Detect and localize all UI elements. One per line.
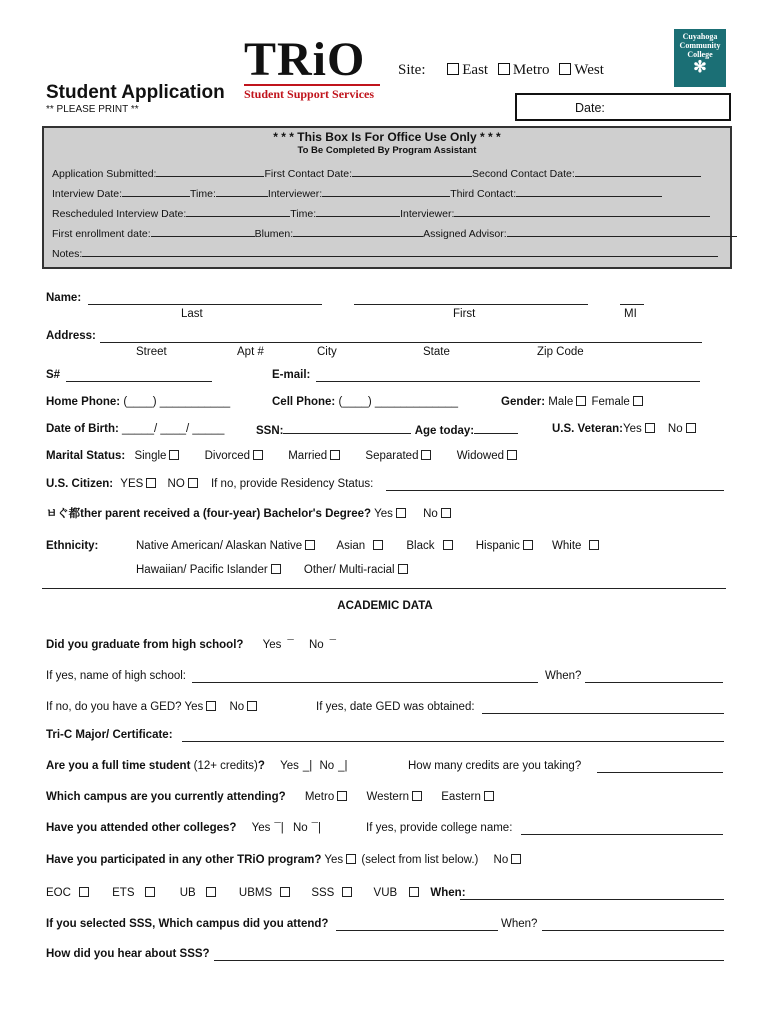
trio-logo-sub: Student Support Services <box>244 87 375 101</box>
parent-no-label: No <box>423 508 438 520</box>
program-ets-checkbox[interactable] <box>145 887 155 897</box>
site-west-label: West <box>574 62 604 78</box>
cell-phone-field[interactable]: (____) _____________ <box>338 396 459 408</box>
email-label: E-mail: <box>272 369 311 381</box>
college-logo-line1: Cuyahoga <box>682 32 718 41</box>
date-box[interactable] <box>515 93 731 121</box>
ethnicity-other-label: Other/ Multi-racial <box>303 564 395 576</box>
campus-metro-checkbox[interactable] <box>337 791 347 801</box>
ethnicity-black-label: Black <box>406 540 435 552</box>
name-mi-field[interactable] <box>620 304 644 305</box>
site-west-checkbox[interactable] <box>559 63 571 75</box>
program-ub-checkbox[interactable] <box>206 887 216 897</box>
marital-single-label: Single <box>134 450 167 462</box>
program-vub-label: VUB <box>373 887 398 899</box>
trio-question: Have you participated in any other TRiO program? <box>46 854 322 866</box>
ethnicity-row-2 <box>136 564 410 576</box>
program-ubms-checkbox[interactable] <box>280 887 290 897</box>
print-note: ** PLEASE PRINT ** <box>46 104 139 115</box>
program-ets-label: ETS <box>112 887 135 899</box>
section-divider <box>42 588 726 589</box>
other-colleges-row <box>46 822 321 834</box>
parent-degree-row <box>46 505 453 521</box>
veteran-yes-label: Yes <box>622 423 642 435</box>
site-metro-checkbox[interactable] <box>498 63 510 75</box>
ethnicity-hispanic-label: Hispanic <box>475 540 520 552</box>
sss-campus-field[interactable] <box>336 930 498 931</box>
site-metro-label: Metro <box>512 62 550 78</box>
gender-label: Gender: <box>501 396 546 408</box>
age-field[interactable] <box>474 423 518 434</box>
marital-label: Marital Status: <box>46 450 126 462</box>
rescheduled-interview-field[interactable] <box>186 206 290 217</box>
ethnicity-label: Ethnicity: <box>46 540 99 552</box>
hs-question: Did you graduate from high school? <box>46 639 244 651</box>
hs-when-field[interactable] <box>585 682 723 683</box>
site-label: Site: <box>398 62 426 78</box>
trio-note: (select from list below.) <box>361 854 479 866</box>
trio-logo-text: TRiO <box>244 33 366 86</box>
ssn-row <box>256 423 518 437</box>
parent-yes-label: Yes <box>374 508 393 520</box>
email-field[interactable] <box>316 381 700 382</box>
campus-western-label: Western <box>366 791 410 803</box>
marital-divorced-checkbox[interactable] <box>253 450 263 460</box>
third-contact-label: Third Contact: <box>450 188 517 200</box>
fulltime-question: Are you a full time student <box>46 760 191 772</box>
credits-field[interactable] <box>597 772 723 773</box>
other-colleges-yes-label: Yes <box>251 822 271 834</box>
marital-married-checkbox[interactable] <box>330 450 340 460</box>
programs-when-field[interactable] <box>460 899 724 900</box>
address-street-caption: Street <box>136 346 167 358</box>
notes-field[interactable] <box>82 246 718 257</box>
trio-yes-label: Yes <box>324 854 344 866</box>
fulltime-no-label: No <box>319 760 335 772</box>
marital-single-checkbox[interactable] <box>169 450 179 460</box>
other-colleges-yes-checkbox[interactable]: ¯| <box>274 822 284 834</box>
college-logo <box>674 29 726 87</box>
hs-name-field[interactable] <box>192 682 538 683</box>
blumen-field[interactable] <box>293 226 423 237</box>
ged-date-label: If yes, date GED was obtained: <box>316 701 475 713</box>
rescheduled-interview-label: Rescheduled Interview Date: <box>52 208 187 220</box>
program-eoc-label: EOC <box>46 887 71 899</box>
site-east-checkbox[interactable] <box>447 63 459 75</box>
age-label: Age today: <box>414 425 475 437</box>
first-enrollment-field[interactable] <box>151 226 255 237</box>
residency-field[interactable] <box>386 490 724 491</box>
interviewer-field[interactable] <box>322 186 450 197</box>
ged-question: If no, do you have a GED? <box>46 701 182 713</box>
parent-degree-label: ther parent received a (four-year) Bachelor's Degree? <box>80 508 372 520</box>
interview-time-label: Time: <box>190 188 216 200</box>
dob-field[interactable]: _____/ ____/ _____ <box>122 423 225 435</box>
name-mi-caption: MI <box>624 308 637 320</box>
marital-widowed-label: Widowed <box>456 450 504 462</box>
ethnicity-hawaiian-label: Hawaiian/ Pacific Islander <box>136 564 268 576</box>
fulltime-no-checkbox[interactable]: _| <box>338 760 348 772</box>
trio-no-checkbox[interactable] <box>511 854 521 864</box>
interview-time-field[interactable] <box>216 186 268 197</box>
parent-yes-checkbox[interactable] <box>396 508 406 518</box>
office-use-box <box>42 126 732 269</box>
college-name-field[interactable] <box>521 834 723 835</box>
program-sss-checkbox[interactable] <box>342 887 352 897</box>
programs-row <box>46 887 466 899</box>
college-logo-line2: Community <box>679 41 721 50</box>
date-label: Date: <box>575 101 605 115</box>
program-ubms-label: UBMS <box>238 887 273 899</box>
address-state-caption: State <box>423 346 450 358</box>
gender-female-checkbox[interactable] <box>633 396 643 406</box>
interviewer-label: Interviewer: <box>267 188 323 200</box>
address-label: Address: <box>46 330 96 342</box>
marital-widowed-checkbox[interactable] <box>507 450 517 460</box>
ethnicity-black-checkbox[interactable] <box>443 540 453 550</box>
ged-no-checkbox[interactable] <box>247 701 257 711</box>
fulltime-yes-label: Yes <box>280 760 299 772</box>
assigned-advisor-label: Assigned Advisor: <box>423 228 507 240</box>
veteran-row <box>552 423 698 435</box>
program-ub-label: UB <box>179 887 196 899</box>
citizen-row <box>46 478 373 490</box>
citizen-no-label: NO <box>167 478 185 490</box>
sss-row <box>46 918 328 930</box>
page-title: Student Application <box>46 82 225 103</box>
application-submitted-field[interactable] <box>156 166 264 177</box>
other-colleges-no-label: No <box>292 822 308 834</box>
ethnicity-asian-label: Asian <box>336 540 366 552</box>
major-label: Tri-C Major/ Certificate: <box>46 729 173 741</box>
interview-date-field[interactable] <box>122 186 190 197</box>
fulltime-note: (12+ credits) <box>193 760 258 772</box>
other-colleges-no-checkbox[interactable]: ¯| <box>311 822 321 834</box>
rescheduled-time-field[interactable] <box>316 206 400 217</box>
rescheduled-interviewer-field[interactable] <box>454 206 710 217</box>
trio-yes-checkbox[interactable] <box>346 854 356 864</box>
hs-when-label: When? <box>545 670 582 682</box>
major-field[interactable] <box>182 741 724 742</box>
ethnicity-hawaiian-checkbox[interactable] <box>271 564 281 574</box>
marital-married-label: Married <box>288 450 328 462</box>
home-phone-field[interactable]: (____) ___________ <box>123 396 231 408</box>
campus-metro-label: Metro <box>304 791 335 803</box>
college-name-label: If yes, provide college name: <box>366 822 513 834</box>
residency-label: If no, provide Residency Status: <box>210 478 374 490</box>
ethnicity-white-label: White <box>552 540 582 552</box>
ethnicity-other-checkbox[interactable] <box>398 564 408 574</box>
hs-yes-checkbox[interactable]: ¯ <box>287 639 294 651</box>
second-contact-label: Second Contact Date: <box>472 168 575 180</box>
program-vub-checkbox[interactable] <box>409 887 419 897</box>
veteran-label: U.S. Veteran: <box>552 423 623 435</box>
name-label: Name: <box>46 292 82 304</box>
programs-when-label: When: <box>430 887 466 899</box>
hs-row <box>46 639 336 651</box>
veteran-no-label: No <box>667 423 683 435</box>
ged-date-field[interactable] <box>482 713 724 714</box>
campus-western-checkbox[interactable] <box>412 791 422 801</box>
cell-phone-row <box>272 396 458 408</box>
second-contact-field[interactable] <box>575 166 701 177</box>
home-phone-label: Home Phone: <box>46 396 121 408</box>
application-submitted-label: Application Submitted: <box>52 168 157 180</box>
campus-question: Which campus are you currently attending? <box>46 791 286 803</box>
site-east-label: East <box>462 62 489 78</box>
ethnicity-native-checkbox[interactable] <box>305 540 315 550</box>
name-last-caption: Last <box>181 308 203 320</box>
marital-separated-checkbox[interactable] <box>421 450 431 460</box>
marital-divorced-label: Divorced <box>204 450 251 462</box>
sss-when-field[interactable] <box>542 930 724 931</box>
ethnicity-white-checkbox[interactable] <box>589 540 599 550</box>
rescheduled-time-label: Time: <box>290 208 317 220</box>
sss-when-label: When? <box>501 918 538 930</box>
ged-yes-label: Yes <box>184 701 204 713</box>
address-zip-caption: Zip Code <box>537 346 584 358</box>
citizen-label: U.S. Citizen: <box>46 478 114 490</box>
ethnicity-asian-checkbox[interactable] <box>373 540 383 550</box>
notes-label: Notes: <box>52 248 83 260</box>
assigned-advisor-field[interactable] <box>507 226 737 237</box>
fulltime-yes-checkbox[interactable]: _| <box>302 760 313 772</box>
name-first-field[interactable] <box>354 304 588 305</box>
other-colleges-question: Have you attended other colleges? <box>46 822 237 834</box>
hear-row <box>46 948 210 960</box>
first-contact-label: First Contact Date: <box>264 168 353 180</box>
address-apt-caption: Apt # <box>237 346 264 358</box>
office-box-subtitle: To Be Completed By Program Assistant <box>297 145 477 156</box>
first-contact-field[interactable] <box>352 166 472 177</box>
parent-degree-prefix: ㅂぐ都 <box>46 508 81 520</box>
gender-male-checkbox[interactable] <box>576 396 586 406</box>
hs-no-checkbox[interactable]: ¯ <box>329 639 337 651</box>
fulltime-row: Are you a full time student (12+ credits)? Yes _| No _| <box>46 760 348 772</box>
veteran-no-checkbox[interactable] <box>686 423 696 433</box>
hear-field[interactable] <box>214 960 724 961</box>
gender-female-label: Female <box>591 396 630 408</box>
s-number-field[interactable] <box>66 381 212 382</box>
college-logo-line3: College <box>687 50 713 59</box>
blumen-label: Blumen: <box>254 228 294 240</box>
interview-date-label: Interview Date: <box>52 188 123 200</box>
dob-row <box>46 423 224 435</box>
hear-question: How did you hear about SSS? <box>46 948 210 960</box>
campus-eastern-label: Eastern <box>441 791 481 803</box>
campus-eastern-checkbox[interactable] <box>484 791 494 801</box>
hs-yes-label: Yes <box>262 639 282 651</box>
credits-label: How many credits are you taking? <box>408 760 582 772</box>
hs-no-label: No <box>308 639 324 651</box>
gender-male-label: Male <box>548 396 574 408</box>
ssn-label: SSN: <box>256 425 284 437</box>
first-enrollment-label: First enrollment date: <box>52 228 151 240</box>
ssn-field[interactable] <box>283 423 411 434</box>
program-sss-label: SSS <box>311 887 335 899</box>
program-eoc-checkbox[interactable] <box>79 887 89 897</box>
office-box-title: * * * This Box Is For Office Use Only * * * <box>273 130 501 144</box>
college-logo-emblem: ✻ <box>693 59 707 76</box>
site-selector <box>398 62 604 79</box>
citizen-yes-label: YES <box>120 478 144 490</box>
home-phone-row <box>46 396 230 408</box>
marital-separated-label: Separated <box>365 450 419 462</box>
dob-label: Date of Birth: <box>46 423 119 435</box>
ethnicity-hispanic-checkbox[interactable] <box>523 540 533 550</box>
marital-row <box>46 450 519 462</box>
name-first-caption: First <box>453 308 476 320</box>
cell-phone-label: Cell Phone: <box>272 396 336 408</box>
gender-row <box>501 396 645 408</box>
trio-logo <box>244 33 380 102</box>
trio-no-label: No <box>493 854 509 866</box>
hs-name-row <box>46 670 186 682</box>
ged-no-label: No <box>229 701 245 713</box>
address-field[interactable] <box>100 342 702 343</box>
academic-heading: ACADEMIC DATA <box>337 600 433 612</box>
sss-question: If you selected SSS, Which campus did you attend? <box>46 918 329 930</box>
hs-name-label: If yes, name of high school: <box>46 670 186 682</box>
name-last-field[interactable] <box>88 304 322 305</box>
rescheduled-interviewer-label: Interviewer: <box>400 208 455 220</box>
ethnicity-row-1 <box>136 540 601 552</box>
veteran-yes-checkbox[interactable] <box>645 423 655 433</box>
ged-row <box>46 701 259 713</box>
address-city-caption: City <box>317 346 337 358</box>
trio-row <box>46 854 523 866</box>
citizen-no-checkbox[interactable] <box>188 478 198 488</box>
ethnicity-native-label: Native American/ Alaskan Native <box>136 540 303 552</box>
citizen-yes-checkbox[interactable] <box>146 478 156 488</box>
s-number-label: S# <box>46 369 61 381</box>
ged-yes-checkbox[interactable] <box>206 701 216 711</box>
campus-row <box>46 791 496 803</box>
parent-no-checkbox[interactable] <box>441 508 451 518</box>
third-contact-field[interactable] <box>516 186 662 197</box>
